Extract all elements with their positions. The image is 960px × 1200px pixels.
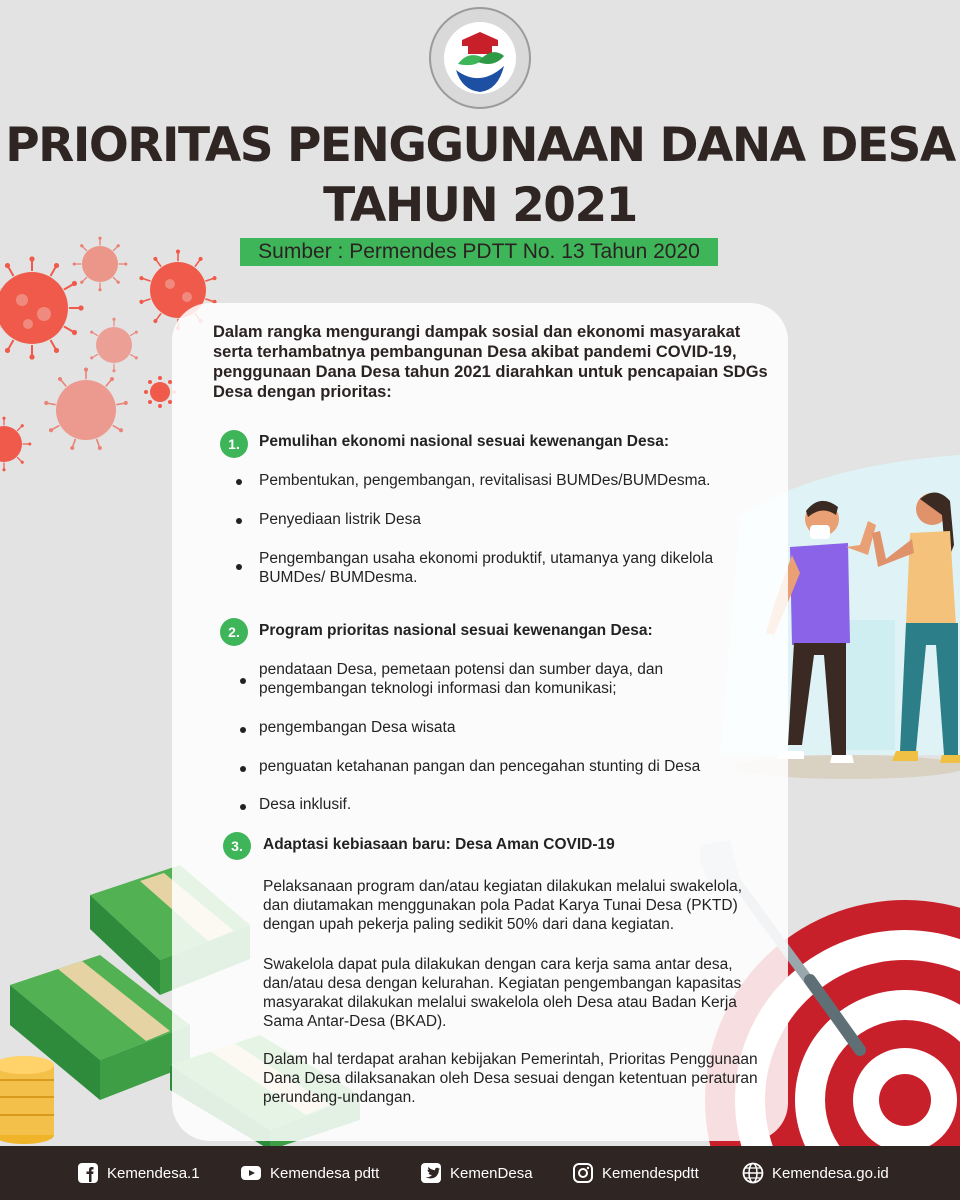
source-badge: Sumber : Permendes PDTT No. 13 Tahun 2020 [240,238,718,266]
list-item: penguatan ketahanan pangan dan pencegahan stunting di Desa [259,758,701,775]
facebook-label: Kemendesa.1 [107,1164,200,1182]
priority-number: 1. [220,430,248,458]
list-item: Pembentukan, pengembangan, revitalisasi BUMDes/BUMDesma. [259,472,711,489]
instagram-icon [572,1162,594,1184]
paragraph: Pelaksanaan program dan/atau kegiatan dilakukan melalui swakelola, dan diutamakan menggunakan pola Padat Karya Tunai Desa (PKTD) dengan upah pekerja paling sedikit 50% dari dana kegiatan. [263,878,743,933]
list-item: pendataan Desa, pemetaan potensi dan sumber daya, dan pengembangan teknologi informasi dan komunikasi; [259,661,664,697]
page-title-line-2: TAHUN 2021 [323,178,637,233]
bullet-icon [240,804,246,810]
bullet-icon [240,678,246,684]
instagram-link[interactable] [572,1161,699,1185]
twitter-icon [420,1162,442,1184]
facebook-icon [77,1162,99,1184]
instagram-label: Kemendespdtt [602,1164,699,1182]
youtube-label: Kemendesa pdtt [270,1164,380,1182]
globe-icon [742,1162,764,1184]
priority-number: 2. [220,618,248,646]
list-item: pengembangan Desa wisata [259,719,456,736]
intro-paragraph: Dalam rangka mengurangi dampak sosial dan ekonomi masyarakat serta terhambatnya pembangunan Desa akibat pandemi COVID-19, penggunaan Dana Desa tahun 2021 diarahkan untuk pencapaian SDGs Desa dengan prioritas: [213,323,768,401]
bullet-icon [240,727,246,733]
priority-heading: Program prioritas nasional sesuai kewenangan Desa: [259,622,653,639]
virus-large [0,256,84,359]
list-item: Penyediaan listrik Desa [259,511,421,528]
twitter-link[interactable] [420,1161,533,1185]
virus-small-pale [90,318,139,373]
kemendesa-logo [428,6,532,110]
bullet-icon [236,518,242,524]
list-item: Desa inklusif. [259,796,352,813]
twitter-label: KemenDesa [450,1164,533,1182]
youtube-icon [240,1162,262,1184]
bullet-icon [236,564,242,570]
priority-number: 3. [223,832,251,860]
bullet-icon [240,766,246,772]
website-label: Kemendesa.go.id [772,1164,889,1182]
priority-heading: Pemulihan ekonomi nasional sesuai kewenangan Desa: [259,433,670,450]
coin-stack [0,1056,54,1144]
priority-heading: Adaptasi kebiasaan baru: Desa Aman COVID-19 [263,836,615,853]
paragraph: Swakelola dapat pula dilakukan dengan cara kerja sama antar desa, dan/atau desa dengan kelurahan. Kegiatan pengembangan kapasitas masyarakat dilakukan melalui swakelola oleh Desa atau Badan Kerja Sama Antar-Desa (BKAD). [263,956,742,1030]
youtube-link[interactable] [240,1161,379,1185]
list-item: Pengembangan usaha ekonomi produktif, utamanya yang dikelola BUMDes/ BUMDesma. [259,550,714,586]
facebook-link[interactable] [77,1161,200,1185]
virus-small-pale [73,237,128,292]
page-title-line-1: PRIORITAS PENGGUNAAN DANA DESA [5,118,955,173]
bullet-icon [236,479,242,485]
virus-edge [0,417,31,472]
virus-medium-pale [44,368,128,451]
website-link[interactable] [742,1161,889,1185]
paragraph: Dalam hal terdapat arahan kebijakan Pemerintah, Prioritas Penggunaan Dana Desa dilaksanakan oleh Desa sesuai dengan ketentuan peraturan perundang-undangan. [263,1051,758,1106]
